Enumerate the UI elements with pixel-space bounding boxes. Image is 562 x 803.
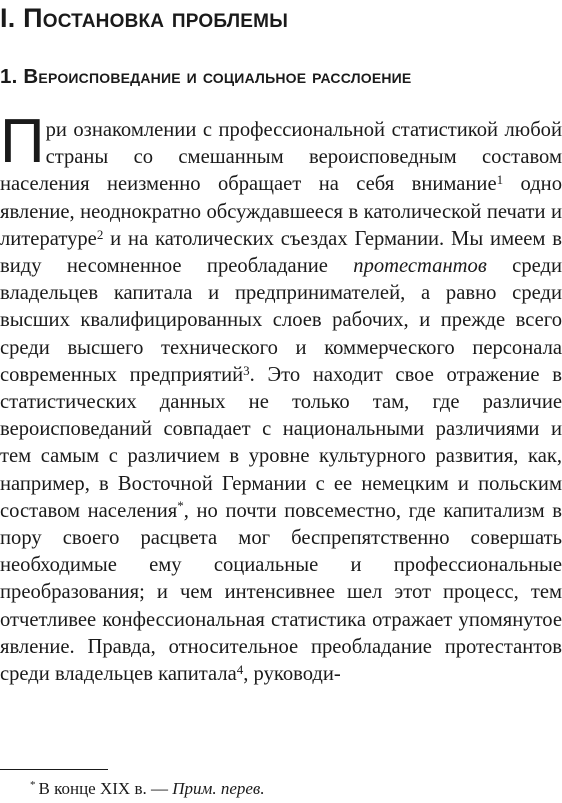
section-title-text: Вероисповедание и социальное расслоение — [23, 65, 412, 88]
footnote — [30, 779, 265, 799]
body-paragraph: При ознакомлении с профессиональной статистикой любой страны со смешанным вероисповедным составом населения неизменно обращает на себя внимание$^1$ одно явление, неоднократно обсуждавшееся в католической печати и литературе$^2$ и на католических съездах Германии. Мы имеем в виду несомненное преобладание протестантов среди владельцев капитала и предпринимателей, а равно среди высших квалифицированных слоев рабочих, и прежде всего среди высшего технического и коммерческого персонала современных предприятий$^3$. Это находит свое отражение в статистических данных не только там, где различие вероисповеданий совпадает с национальными различиями и тем самым с различием в уровне культурного развития, как, например, в Восточной Германии с ее немецким и польским составом населения*, но почти повсеместно, где капитализм в пору своего расцвета мог беспрепятственно совершать необходимые ему социальные и профессиональные преобразования; и чем интенсивнее шел этот процесс, тем отчетливее конфессиональная статистика отражает упомянутое явление. Правда, относительное преобладание протестантов среди владельцев капитала$^4$, руководи- — [0, 107, 562, 686]
footnote-ref[interactable]: 1 — [496, 172, 504, 188]
chapter-title-text: Постановка проблемы — [23, 3, 288, 33]
footnote-ref[interactable]: 3 — [243, 362, 250, 378]
chapter-number: I. — [0, 3, 16, 33]
emphasis-text: протестантов — [353, 255, 487, 278]
section-title — [0, 64, 411, 90]
footnote-ref[interactable]: 2 — [96, 226, 104, 242]
footnote-text: В конце XIX в. — — [38, 779, 173, 798]
footnote-mark: * — [30, 779, 36, 791]
footnote-divider — [0, 769, 108, 770]
footnote-ref-star[interactable]: * — [177, 497, 184, 513]
chapter-title — [0, 2, 288, 34]
footnote-note: Прим. перев. — [172, 779, 265, 798]
drop-cap: П — [0, 107, 45, 176]
footnote-ref[interactable]: 4 — [236, 662, 244, 678]
section-number: 1. — [0, 65, 18, 88]
